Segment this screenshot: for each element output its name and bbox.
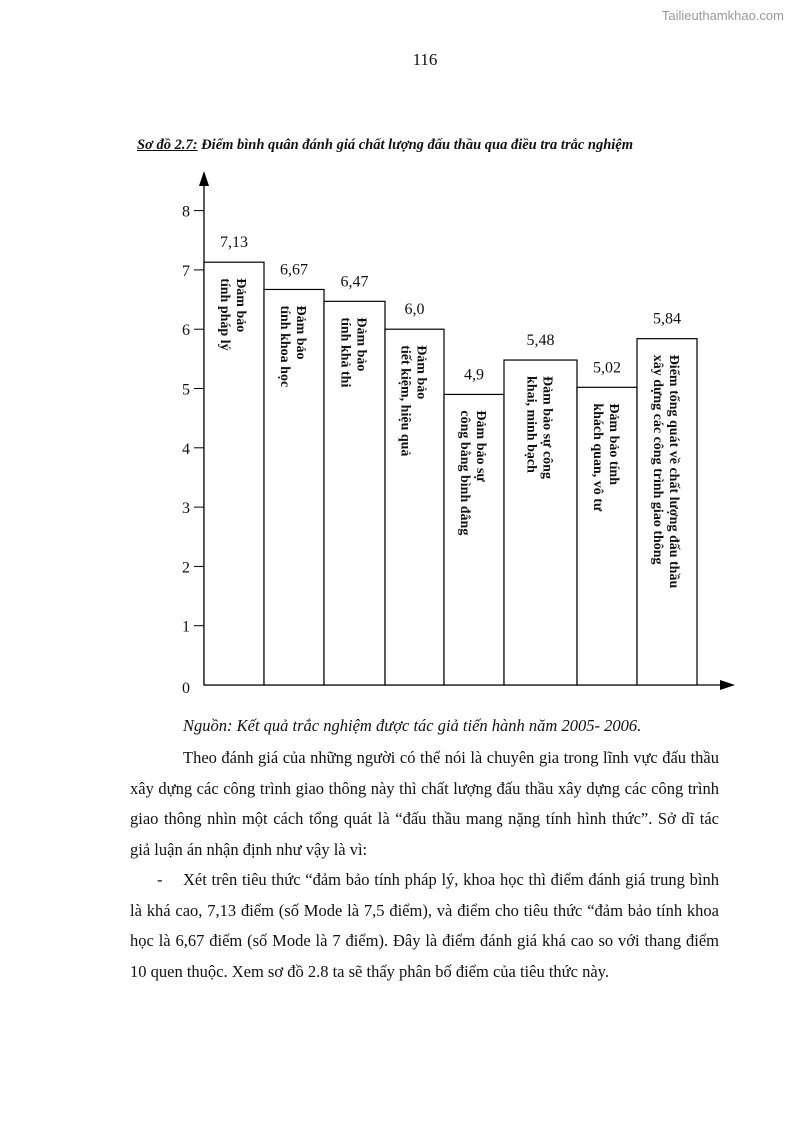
bullet-dash: - (157, 870, 163, 889)
value-label: 5,02 (593, 359, 621, 377)
value-label: 5,48 (526, 332, 555, 350)
y-tick-label: 5 (182, 381, 190, 399)
category-label-line: Đảm bảo sự (473, 410, 488, 482)
x-axis-arrow (720, 680, 735, 690)
y-tick-label: 1 (182, 618, 190, 636)
category-label-line: công bằng bình đẳng (457, 410, 472, 536)
paragraph-2-text: Xét trên tiêu thức “đảm bảo tính pháp lý, khoa học thì điểm đánh giá trung bình là khá cao, 7,13 điểm (số Mode là 7,5 điểm), và điểm cho tiêu thức “đảm bảo tính khoa học là 6,67 điểm (số Mode là 7 điểm). Đây là điểm đánh giá khá cao so với thang điểm 10 quen thuộc. Xem sơ đồ 2.8 ta sẽ thấy phân bố điểm của tiêu thức này. (130, 870, 719, 981)
chart-title-label: Sơ đồ 2.7: (137, 137, 198, 153)
category-label (524, 376, 555, 479)
y-tick-label: 6 (182, 322, 190, 340)
category-label-line: Đảm bảo tính (606, 403, 621, 486)
paragraph-1-text: Theo đánh giá của những người có thể nói là chuyên gia trong lĩnh vực đấu thầu xây dựng các công trình giao thông này thì chất lượng đấu thầu xây dựng các công trình giao thông nhìn một cách tổng quát là “đấu thầu mang nặng tính hình thức”. Sở dĩ tác giả luận án nhận định như vậy là vì: (130, 748, 719, 859)
value-label: 6,0 (404, 301, 425, 319)
category-label-line: tính khoa học (277, 305, 292, 388)
category-label (650, 355, 681, 589)
value-label: 4,9 (464, 366, 484, 384)
y-tick-label: 0 (182, 680, 190, 697)
y-tick-label: 8 (182, 203, 190, 221)
value-label: 7,13 (220, 234, 248, 252)
category-label-line: Đảm bảo (233, 278, 248, 333)
y-axis-arrow (199, 171, 209, 186)
page-number: 116 (412, 50, 438, 69)
source-note: Nguồn: Kết quả trắc nghiệm được tác giả tiến hành năm 2005- 2006. (183, 716, 642, 735)
category-label-line: tính khả thi (337, 317, 353, 388)
category-label-line: tiết kiệm, hiệu quả (397, 345, 413, 457)
category-label-line: Đảm bảo (293, 305, 308, 360)
category-label-line: tính pháp lý (217, 278, 232, 351)
category-label-line: Đảm bảo (413, 345, 429, 400)
category-label-line: khai, minh bạch (523, 376, 539, 473)
paragraph-1 (130, 743, 719, 865)
paragraph-2 (130, 865, 719, 987)
value-label: 6,67 (280, 261, 308, 279)
category-label-line: xây dựng các công trình giao thông (650, 354, 665, 565)
y-tick-label: 3 (182, 500, 190, 518)
category-label-line: Đảm bảo sự công (539, 376, 555, 479)
watermark: Tailieuthamkhao.com (661, 8, 784, 23)
y-tick-label: 4 (182, 440, 190, 458)
chart-title-text: Điểm bình quân đánh giá chất lượng đấu thầu qua điều tra trắc nghiệm (197, 137, 634, 153)
y-tick-label: 7 (182, 262, 190, 280)
category-label-line: Đảm bảo (353, 317, 369, 372)
value-label: 6,47 (340, 273, 369, 291)
category-label-line: Điểm tổng quát về chất lượng đấu thầu (666, 354, 681, 589)
y-tick-label: 2 (182, 559, 190, 577)
value-label: 5,84 (653, 310, 681, 328)
category-label-line: khách quan, vô tư (590, 403, 605, 512)
